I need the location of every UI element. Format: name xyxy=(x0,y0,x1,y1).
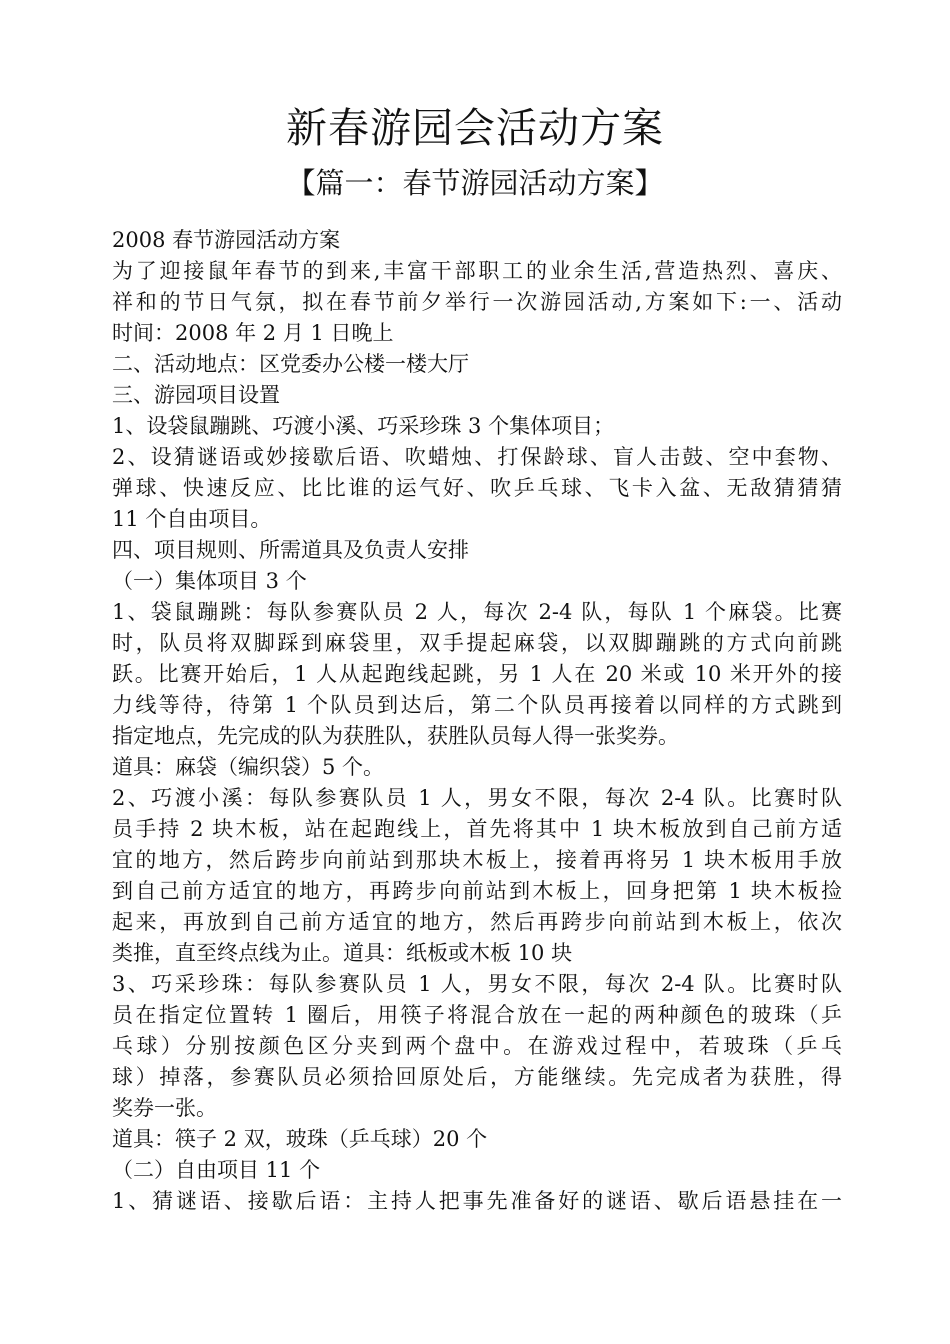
body-line: 2008 春节游园活动方案 xyxy=(112,228,341,252)
body-line: 道具：筷子 2 双，玻珠（乒乓球）20 个 xyxy=(112,1127,488,1151)
body-line: （二）自由项目 11 个 xyxy=(112,1158,321,1182)
body-line: 到自己前方适宜的地方，再跨步向前站到木板上，回身把第 1 块木板捡 xyxy=(112,879,842,903)
body-line: 球）掉落，参赛队员必须拾回原处后，方能继续。先完成者为获胜，得 xyxy=(112,1065,842,1089)
document-subtitle: 【篇一：春节游园活动方案】 xyxy=(286,166,664,200)
body-line: 四、项目规则、所需道具及负责人安排 xyxy=(112,538,469,562)
body-line: 1、袋鼠蹦跳：每队参赛队员 2 人，每次 2-4 队，每队 1 个麻袋。比赛 xyxy=(112,600,842,624)
body-line: 三、游园项目设置 xyxy=(112,383,280,407)
body-line: 起来，再放到自己前方适宜的地方，然后再跨步向前站到木板上，依次 xyxy=(112,910,842,934)
body-line: 道具：麻袋（编织袋）5 个。 xyxy=(112,755,385,779)
body-line: 指定地点，先完成的队为获胜队，获胜队员每人得一张奖券。 xyxy=(112,724,679,748)
body-line: 员手持 2 块木板，站在起跑线上，首先将其中 1 块木板放到自己前方适 xyxy=(112,817,842,841)
body-line: 1、猜谜语、接歇后语：主持人把事先准备好的谜语、歇后语悬挂在一 xyxy=(112,1189,842,1213)
body-line: 2、设猜谜语或妙接歇后语、吹蜡烛、打保龄球、盲人击鼓、空中套物、 xyxy=(112,445,842,469)
body-line: 奖券一张。 xyxy=(112,1096,217,1120)
body-line: 3、巧采珍珠：每队参赛队员 1 人，男女不限，每次 2-4 队。比赛时队 xyxy=(112,972,842,996)
body-line: 为了迎接鼠年春节的到来,丰富干部职工的业余生活,营造热烈、喜庆、 xyxy=(112,259,842,283)
document-title: 新春游园会活动方案 xyxy=(286,104,664,152)
document-body xyxy=(112,225,842,1217)
body-line: 弹球、快速反应、比比谁的运气好、吹乒乓球、飞卡入盆、无敌猜猜猜 xyxy=(112,476,842,500)
body-line: 时，队员将双脚踩到麻袋里，双手提起麻袋，以双脚蹦跳的方式向前跳 xyxy=(112,631,842,655)
body-line: 11 个自由项目。 xyxy=(112,507,272,531)
body-line: 宜的地方，然后跨步向前站到那块木板上，接着再将另 1 块木板用手放 xyxy=(112,848,842,872)
body-line: 2、巧渡小溪：每队参赛队员 1 人，男女不限，每次 2-4 队。比赛时队 xyxy=(112,786,842,810)
body-line: 跃。比赛开始后，1 人从起跑线起跳，另 1 人在 20 米或 10 米开外的接 xyxy=(112,662,842,686)
body-line: 祥和的节日气氛，拟在春节前夕举行一次游园活动,方案如下:一、活动 xyxy=(112,290,842,314)
body-line: （一）集体项目 3 个 xyxy=(112,569,307,593)
body-line: 二、活动地点：区党委办公楼一楼大厅 xyxy=(112,352,469,376)
body-line: 类推，直至终点线为止。道具：纸板或木板 10 块 xyxy=(112,941,573,965)
body-line: 力线等待，待第 1 个队员到达后，第二个队员再接着以同样的方式跳到 xyxy=(112,693,842,717)
body-line: 员在指定位置转 1 圈后，用筷子将混合放在一起的两种颜色的玻珠（乒 xyxy=(112,1003,842,1027)
body-line: 乓球）分别按颜色区分夹到两个盘中。在游戏过程中，若玻珠（乒乓 xyxy=(112,1034,842,1058)
body-line: 时间：2008 年 2 月 1 日晚上 xyxy=(112,321,394,345)
body-line: 1、设袋鼠蹦跳、巧渡小溪、巧采珍珠 3 个集体项目； xyxy=(112,414,615,438)
